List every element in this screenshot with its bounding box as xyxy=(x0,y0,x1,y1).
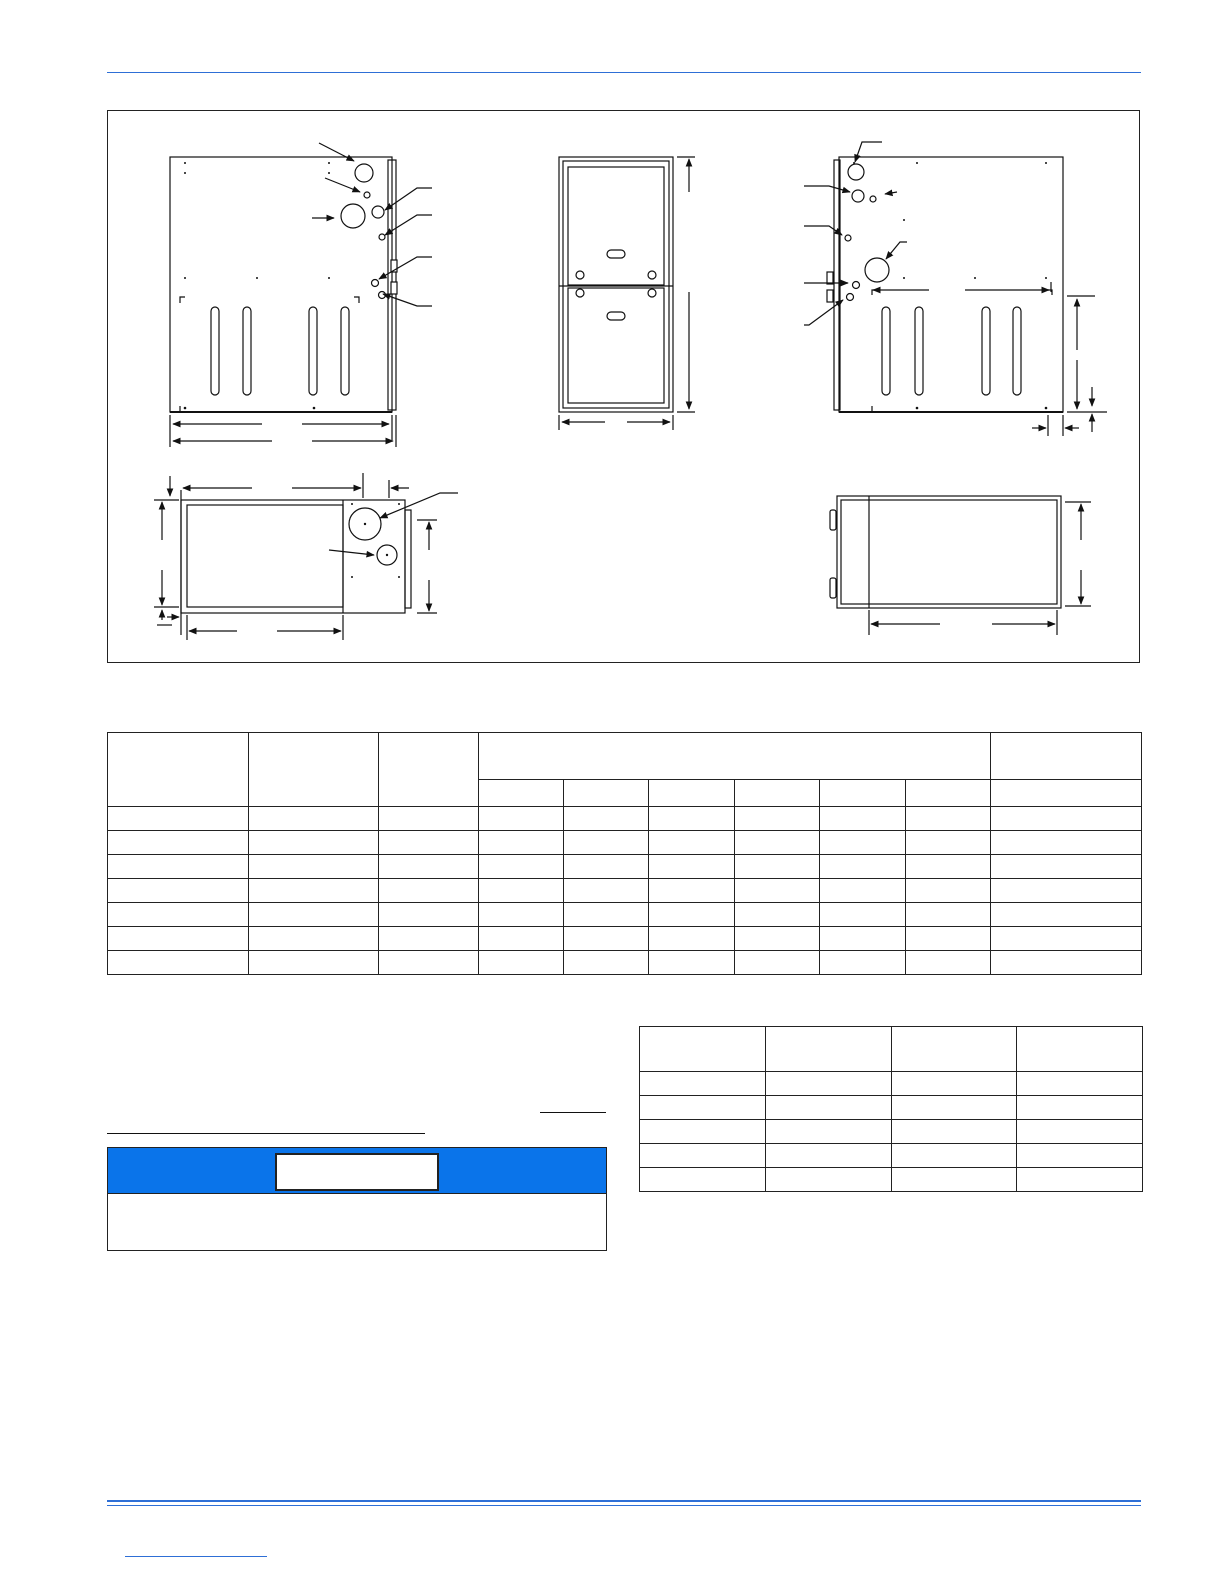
table-cell xyxy=(564,879,649,903)
subheader-cell xyxy=(820,780,906,807)
table-row xyxy=(640,1144,1143,1168)
table-cell xyxy=(906,879,991,903)
table-cell xyxy=(766,1120,892,1144)
header-group-cell xyxy=(479,733,991,780)
header-cell xyxy=(766,1027,892,1072)
table-row xyxy=(640,1072,1143,1096)
table-cell xyxy=(906,951,991,975)
table-cell xyxy=(991,879,1142,903)
table-cell xyxy=(640,1096,766,1120)
table-cell xyxy=(820,951,906,975)
table-cell xyxy=(906,927,991,951)
table-cell xyxy=(892,1120,1017,1144)
header-cell xyxy=(249,733,379,807)
table-cell xyxy=(1017,1120,1143,1144)
table-cell xyxy=(564,831,649,855)
table-cell xyxy=(649,951,735,975)
table-cell xyxy=(1017,1096,1143,1120)
table-cell xyxy=(108,855,249,879)
table-row xyxy=(640,1096,1143,1120)
header-cell xyxy=(991,733,1142,780)
table-cell xyxy=(379,831,479,855)
table-cell xyxy=(108,831,249,855)
table-cell xyxy=(108,951,249,975)
table-cell xyxy=(249,807,379,831)
table-cell xyxy=(735,903,820,927)
table-cell xyxy=(249,951,379,975)
table-cell xyxy=(991,903,1142,927)
table-cell xyxy=(249,879,379,903)
footer-link-underline xyxy=(125,1556,267,1557)
table-row xyxy=(108,951,1142,975)
table-cell xyxy=(564,855,649,879)
subheader-cell xyxy=(649,780,735,807)
table-row xyxy=(640,1168,1143,1192)
table-cell xyxy=(735,879,820,903)
subheader-cell xyxy=(479,780,564,807)
table-cell xyxy=(249,927,379,951)
front-view xyxy=(559,157,695,430)
table-row xyxy=(108,903,1142,927)
header-cell xyxy=(892,1027,1017,1072)
table-cell xyxy=(649,879,735,903)
table-cell xyxy=(820,831,906,855)
table-cell xyxy=(735,807,820,831)
table-cell xyxy=(479,807,564,831)
table-cell xyxy=(1017,1144,1143,1168)
table-cell xyxy=(906,903,991,927)
header-cell xyxy=(379,733,479,807)
subheader-cell xyxy=(991,780,1142,807)
table-header-row xyxy=(108,733,1142,780)
table-cell xyxy=(640,1072,766,1096)
table-cell xyxy=(108,903,249,927)
section-heading-underline xyxy=(107,1133,425,1134)
table-cell xyxy=(649,807,735,831)
table-cell xyxy=(649,927,735,951)
table-cell xyxy=(1017,1168,1143,1192)
table-row xyxy=(108,831,1142,855)
subheader-cell xyxy=(735,780,820,807)
table-cell xyxy=(379,807,479,831)
dimensions-spec-table xyxy=(107,732,1142,975)
notice-header-bar xyxy=(108,1148,606,1194)
table-cell xyxy=(991,855,1142,879)
table-cell xyxy=(479,951,564,975)
table-cell xyxy=(820,879,906,903)
table-cell xyxy=(649,831,735,855)
table-cell xyxy=(479,855,564,879)
header-cell xyxy=(640,1027,766,1072)
table-cell xyxy=(249,855,379,879)
table-cell xyxy=(991,807,1142,831)
table-cell xyxy=(1017,1072,1143,1096)
table-row xyxy=(108,855,1142,879)
table-cell xyxy=(379,903,479,927)
table-cell xyxy=(640,1168,766,1192)
notice-label xyxy=(275,1153,439,1191)
table-cell xyxy=(108,927,249,951)
table-cell xyxy=(479,903,564,927)
table-cell xyxy=(640,1144,766,1168)
table-cell xyxy=(735,831,820,855)
table-row xyxy=(108,807,1142,831)
table-cell xyxy=(479,927,564,951)
footer-rule-thin xyxy=(107,1505,1141,1506)
table-cell xyxy=(735,927,820,951)
header-cell xyxy=(108,733,249,807)
table-cell xyxy=(564,951,649,975)
table-cell xyxy=(108,807,249,831)
table-cell xyxy=(906,807,991,831)
subheader-cell xyxy=(564,780,649,807)
table-cell xyxy=(735,855,820,879)
table-cell xyxy=(991,927,1142,951)
footer-rule xyxy=(107,1500,1141,1502)
table-row xyxy=(108,879,1142,903)
furnace-dimension-drawings xyxy=(107,110,1140,663)
table-cell xyxy=(379,855,479,879)
table-cell xyxy=(892,1072,1017,1096)
table-cell xyxy=(249,831,379,855)
table-cell xyxy=(892,1144,1017,1168)
bottom-view xyxy=(830,496,1091,635)
table-header-row xyxy=(640,1027,1143,1072)
table-cell xyxy=(991,951,1142,975)
notice-box xyxy=(107,1147,607,1251)
table-cell xyxy=(479,831,564,855)
table-cell xyxy=(820,927,906,951)
table-cell xyxy=(564,927,649,951)
table-cell xyxy=(906,831,991,855)
table-row xyxy=(108,927,1142,951)
table-cell xyxy=(108,879,249,903)
table-cell xyxy=(649,855,735,879)
table-row xyxy=(640,1120,1143,1144)
table-cell xyxy=(735,951,820,975)
small-spec-table xyxy=(639,1026,1143,1192)
table-cell xyxy=(892,1168,1017,1192)
left-side-view xyxy=(170,143,432,447)
subheader-cell xyxy=(906,780,991,807)
table-cell xyxy=(906,855,991,879)
table-cell xyxy=(766,1072,892,1096)
table-cell xyxy=(649,903,735,927)
table-cell xyxy=(991,831,1142,855)
table-cell xyxy=(564,903,649,927)
table-cell xyxy=(766,1096,892,1120)
link-underline xyxy=(540,1112,606,1113)
header-rule xyxy=(107,72,1141,73)
table-cell xyxy=(766,1144,892,1168)
table-cell xyxy=(892,1096,1017,1120)
table-cell xyxy=(640,1120,766,1144)
table-cell xyxy=(379,951,479,975)
table-cell xyxy=(766,1168,892,1192)
table-cell xyxy=(820,903,906,927)
table-cell xyxy=(564,807,649,831)
table-cell xyxy=(820,855,906,879)
table-cell xyxy=(249,903,379,927)
top-view xyxy=(154,473,458,640)
table-cell xyxy=(379,879,479,903)
right-side-view xyxy=(804,142,1107,436)
header-cell xyxy=(1017,1027,1143,1072)
table-cell xyxy=(379,927,479,951)
table-cell xyxy=(820,807,906,831)
table-cell xyxy=(479,879,564,903)
